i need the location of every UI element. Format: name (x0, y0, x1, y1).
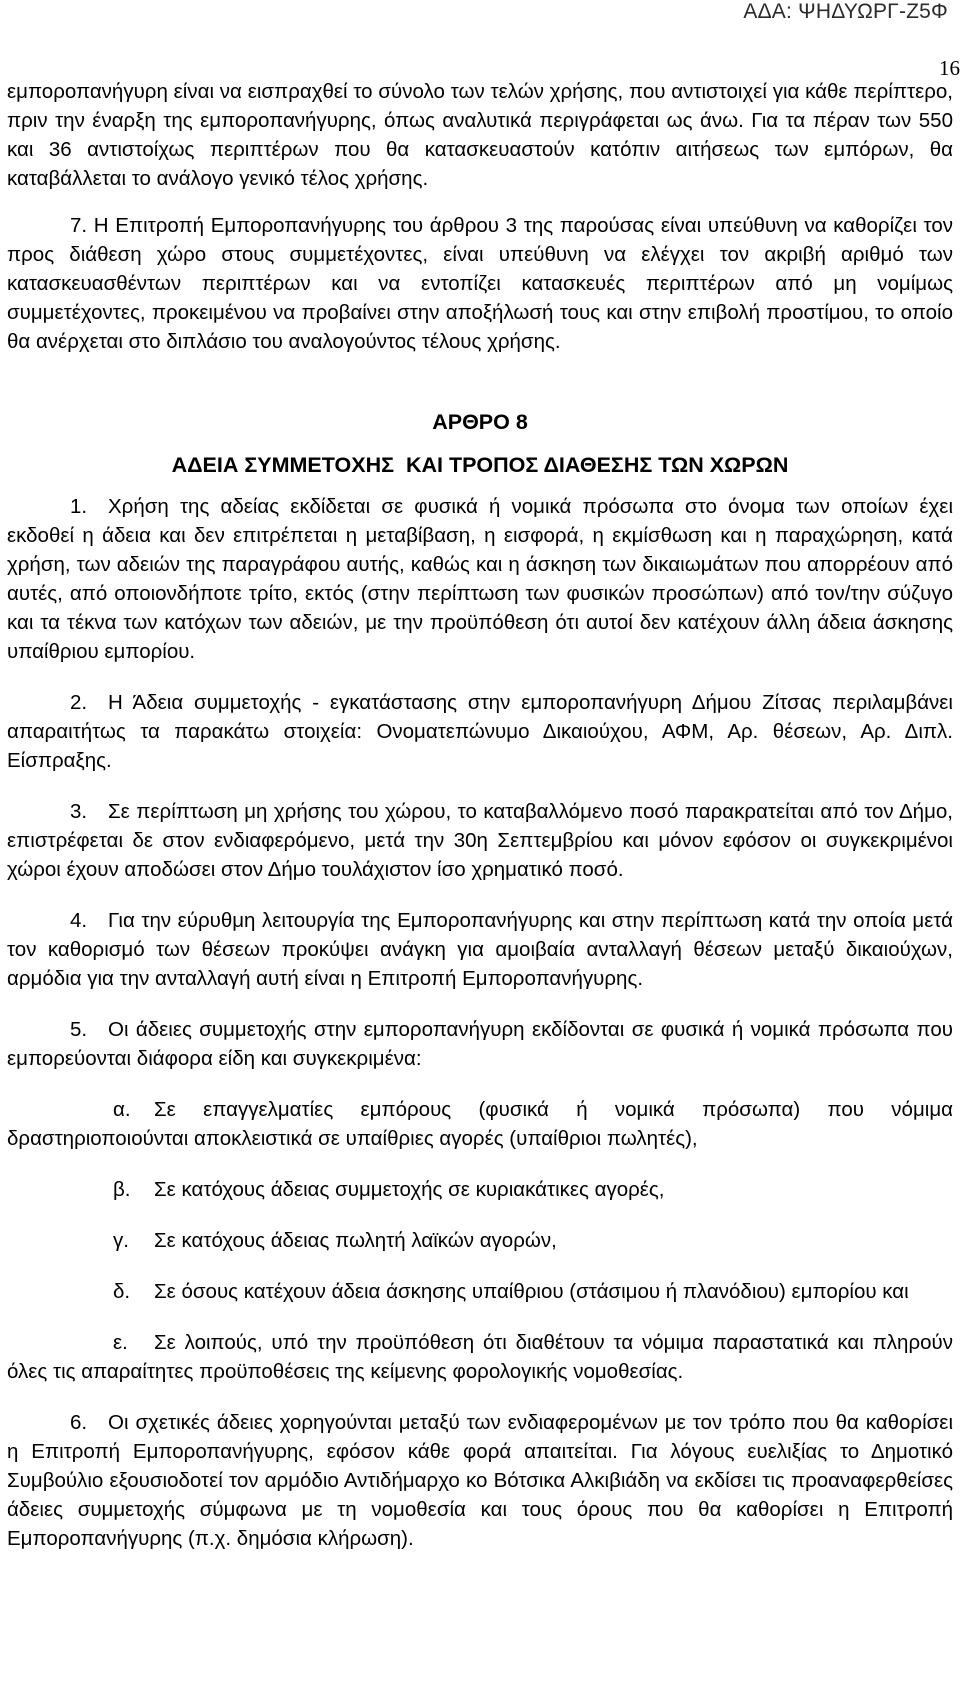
article-item-6 (7, 1408, 953, 1553)
article-subtitle: ΑΔΕΙΑ ΣΥΜΜΕΤΟΧΗΣ ΚΑΙ ΤΡΟΠΟΣ ΔΙΑΘΕΣΗΣ ΤΩΝ ΧΩΡΩΝ (171, 453, 789, 477)
document-code: ΑΔΑ: ΨΗΔΥΩΡΓ-Ζ5Φ (743, 0, 948, 23)
item-number: 6. (70, 1411, 88, 1434)
intro-paragraph: εμποροπανήγυρη είναι να εισπραχθεί το σύνολο των τελών χρήσης, που αντιστοιχεί για κάθε περίπτερο, πριν την έναρξη της εμποροπανήγυρης, όπως αναλυτικά περιγράφεται ως άνω. Για τα πέραν των 550 και 36 αντιστοίχως περιπτέρων που θα κατασκευαστούν κατόπιν αιτήσεως των εμπόρων, θα καταβάλλεται το ανάλογο γενικό τέλος χρήσης. (7, 80, 953, 190)
article-item-2 (7, 688, 953, 775)
document-body (7, 77, 953, 1553)
page-number: 16 (939, 56, 960, 80)
sub-item-text: Σε κατόχους άδειας συμμετοχής σε κυριακάτικες αγορές, (154, 1178, 665, 1201)
sub-item-number: α. (113, 1098, 131, 1121)
sub-item-a (7, 1095, 953, 1153)
item-number: 4. (70, 909, 88, 932)
item-text: Σε περίπτωση μη χρήσης του χώρου, το καταβαλλόμενο ποσό παρακρατείται από τον Δήμο, επιστρέφεται δε στον ενδιαφερόμενο, μετά την 30η Σεπτεμβρίου και μόνον εφόσον οι συγκεκριμένοι χώροι έχουν αποδώσει στον Δήμο τουλάχιστον ίσο χρηματικό ποσό. (7, 800, 953, 881)
sub-item-number: γ. (113, 1229, 129, 1252)
item-text: Η Άδεια συμμετοχής - εγκατάστασης στην εμποροπανήγυρη Δήμου Ζίτσας περιλαμβάνει απαραιτήτως τα παρακάτω στοιχεία: Ονοματεπώνυμο Δικαιούχου, ΑΦΜ, Αρ. θέσεων, Αρ. Διπλ. Είσπραξης. (7, 691, 953, 772)
item-text: Οι άδειες συμμετοχής στην εμποροπανήγυρη εκδίδονται σε φυσικά ή νομικά πρόσωπα που εμπορεύονται διάφορα είδη και συγκεκριμένα: (7, 1018, 953, 1070)
sub-item-text: Σε λοιπούς, υπό την προϋπόθεση ότι διαθέτουν τα νόμιμα παραστατικά και πληρούν όλες τις απαραίτητες προϋποθέσεις της κείμενης φορολογικής νομοθεσίας. (7, 1331, 953, 1383)
article-item-4 (7, 906, 953, 993)
paragraph-7-text: Η Επιτροπή Εμποροπανήγυρης του άρθρου 3 της παρούσας είναι υπεύθυνη να καθορίζει τον προς διάθεση χώρο στους συμμετέχοντες, είναι υπεύθυνη να ελέγχει τον ακριβή αριθμό των κατασκευασθέντων περιπτέρων και να εντοπίζει κατασκευές περιπτέρων από μη νομίμως συμμετέχοντες, προκειμένου να προβαίνει στην αποξήλωσή τους και στην επιβολή προστίμου, το οποίο θα ανέρχεται στο διπλάσιο του αναλογούντος τέλους χρήσης. (7, 214, 954, 353)
item-number: 2. (70, 691, 88, 714)
sub-item-c (7, 1226, 953, 1255)
item-text: Οι σχετικές άδειες χορηγούνται μεταξύ των ενδιαφερομένων με τον τρόπο που θα καθορίσει η Επιτροπή Εμποροπανήγυρης, εφόσον κάθε φορά απαιτείται. Για λόγους ευελιξίας το Δημοτικό Συμβούλιο εξουσιοδοτεί τον αρμόδιο Αντιδήμαρχο κο Βότσικα Αλκιβιάδη να εκδίσει τις προαναφερθείσες άδειες συμμετοχής σύμφωνα με τη νομοθεσία και τους όρους που θα καθορίσει η Επιτροπή Εμποροπανήγυρης (π.χ. δημόσια κλήρωση). (7, 1411, 953, 1550)
item-number: 5. (70, 1018, 88, 1041)
sub-item-e (7, 1328, 953, 1386)
sub-item-text: Σε όσους κατέχουν άδεια άσκησης υπαίθριου (στάσιμου ή πλανόδιου) εμπορίου και (154, 1280, 909, 1303)
item-number: 1. (70, 495, 88, 518)
sub-item-d (7, 1277, 953, 1306)
item-text: Χρήση της αδείας εκδίδεται σε φυσικά ή νομικά πρόσωπα στο όνομα των οποίων έχει εκδοθεί η άδεια και δεν επιτρέπεται η μεταβίβαση, η εισφορά, η εκμίσθωση και η παραχώρηση, κατά χρήση, των αδειών της παραγράφου αυτής, καθώς και η άσκηση των δικαιωμάτων που απορρέουν από αυτές, από οποιονδήποτε τρίτο, εκτός (στην περίπτωση των φυσικών προσώπων) από τον/την σύζυγο και τα τέκνα των κατόχων των αδειών, με την προϋπόθεση ότι αυτοί δεν κατέχουν άλλη άδεια άσκησης υπαίθριου εμπορίου. (7, 495, 953, 663)
sub-item-number: δ. (113, 1280, 131, 1303)
sub-item-text: Σε επαγγελματίες εμπόρους (φυσικά ή νομικά πρόσωπα) που νόμιμα δραστηριοποιούνται αποκλειστικά σε υπαίθριες αγορές (υπαίθριοι πωλητές), (7, 1098, 953, 1150)
paragraph-7-number: 7. (70, 214, 88, 237)
item-text: Για την εύρυθμη λειτουργία της Εμποροπανήγυρης και στην περίπτωση κατά την οποία μετά τον καθορισμό των θέσεων προκύψει ανάγκη για αμοιβαία ανταλλαγή θέσεων μεταξύ δικαιούχων, αρμόδια για την ανταλλαγή αυτή είναι η Επιτροπή Εμποροπανήγυρης. (7, 909, 953, 990)
sub-item-number: ε. (113, 1331, 128, 1354)
article-item-1 (7, 492, 953, 666)
sub-item-text: Σε κατόχους άδειας πωλητή λαϊκών αγορών, (154, 1229, 557, 1252)
article-title: ΑΡΘΡΟ 8 (432, 410, 528, 434)
article-item-3 (7, 797, 953, 884)
sub-item-b (7, 1175, 953, 1204)
article-item-5 (7, 1015, 953, 1073)
sub-item-number: β. (113, 1178, 131, 1201)
item-number: 3. (70, 800, 88, 823)
paragraph-7 (7, 211, 953, 356)
